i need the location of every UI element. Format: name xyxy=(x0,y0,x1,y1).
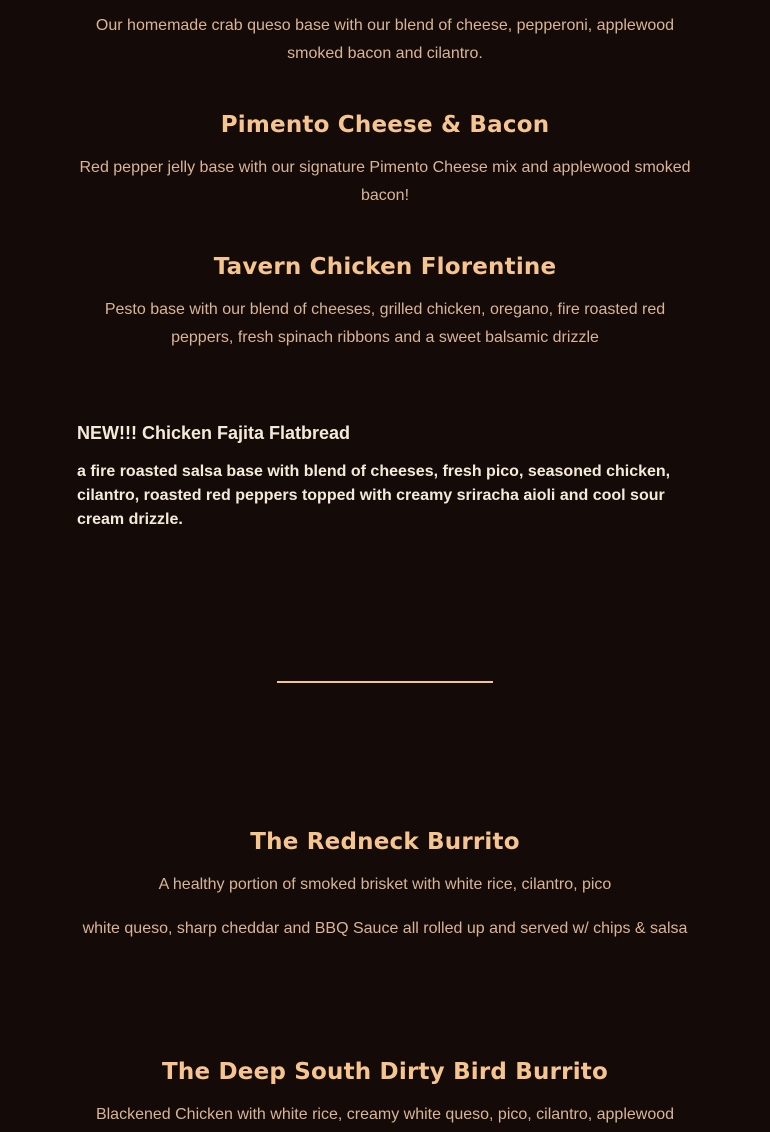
redneck-burrito-description-line2: white queso, sharp cheddar and BBQ Sauce all rolled up and served w/ chips & salsa xyxy=(82,920,688,937)
crab-queso-description: Our homemade crab queso base with our blend of cheese, pepperoni, applewood smoked bacon and cilantro. xyxy=(95,17,675,62)
redneck-burrito-description-line1: A healthy portion of smoked brisket with white rice, cilantro, pico xyxy=(158,876,612,893)
pimento-cheese-bacon-title: Pimento Cheese & Bacon xyxy=(220,112,550,138)
section-divider xyxy=(277,681,493,683)
dirty-bird-burrito-description: Blackened Chicken with white rice, creamy white queso, pico, cilantro, applewood xyxy=(95,1106,675,1123)
redneck-burrito-title: The Redneck Burrito xyxy=(250,829,520,855)
pimento-cheese-bacon-description: Red pepper jelly base with our signature Pimento Cheese mix and applewood smoked bacon! xyxy=(79,159,691,204)
dirty-bird-burrito-title: The Deep South Dirty Bird Burrito xyxy=(162,1059,608,1085)
new-item-description: a fire roasted salsa base with blend of cheeses, fresh pico, seasoned chicken, cilantro, roasted red peppers topped with creamy sriracha aioli and cool sour cream drizzle. xyxy=(77,463,671,528)
new-item-title: NEW!!! Chicken Fajita Flatbread xyxy=(77,423,351,443)
tavern-chicken-florentine-title: Tavern Chicken Florentine xyxy=(213,254,557,280)
tavern-chicken-florentine-description: Pesto base with our blend of cheeses, grilled chicken, oregano, fire roasted red peppers, fresh spinach ribbons and a sweet balsamic drizzle xyxy=(104,301,666,346)
